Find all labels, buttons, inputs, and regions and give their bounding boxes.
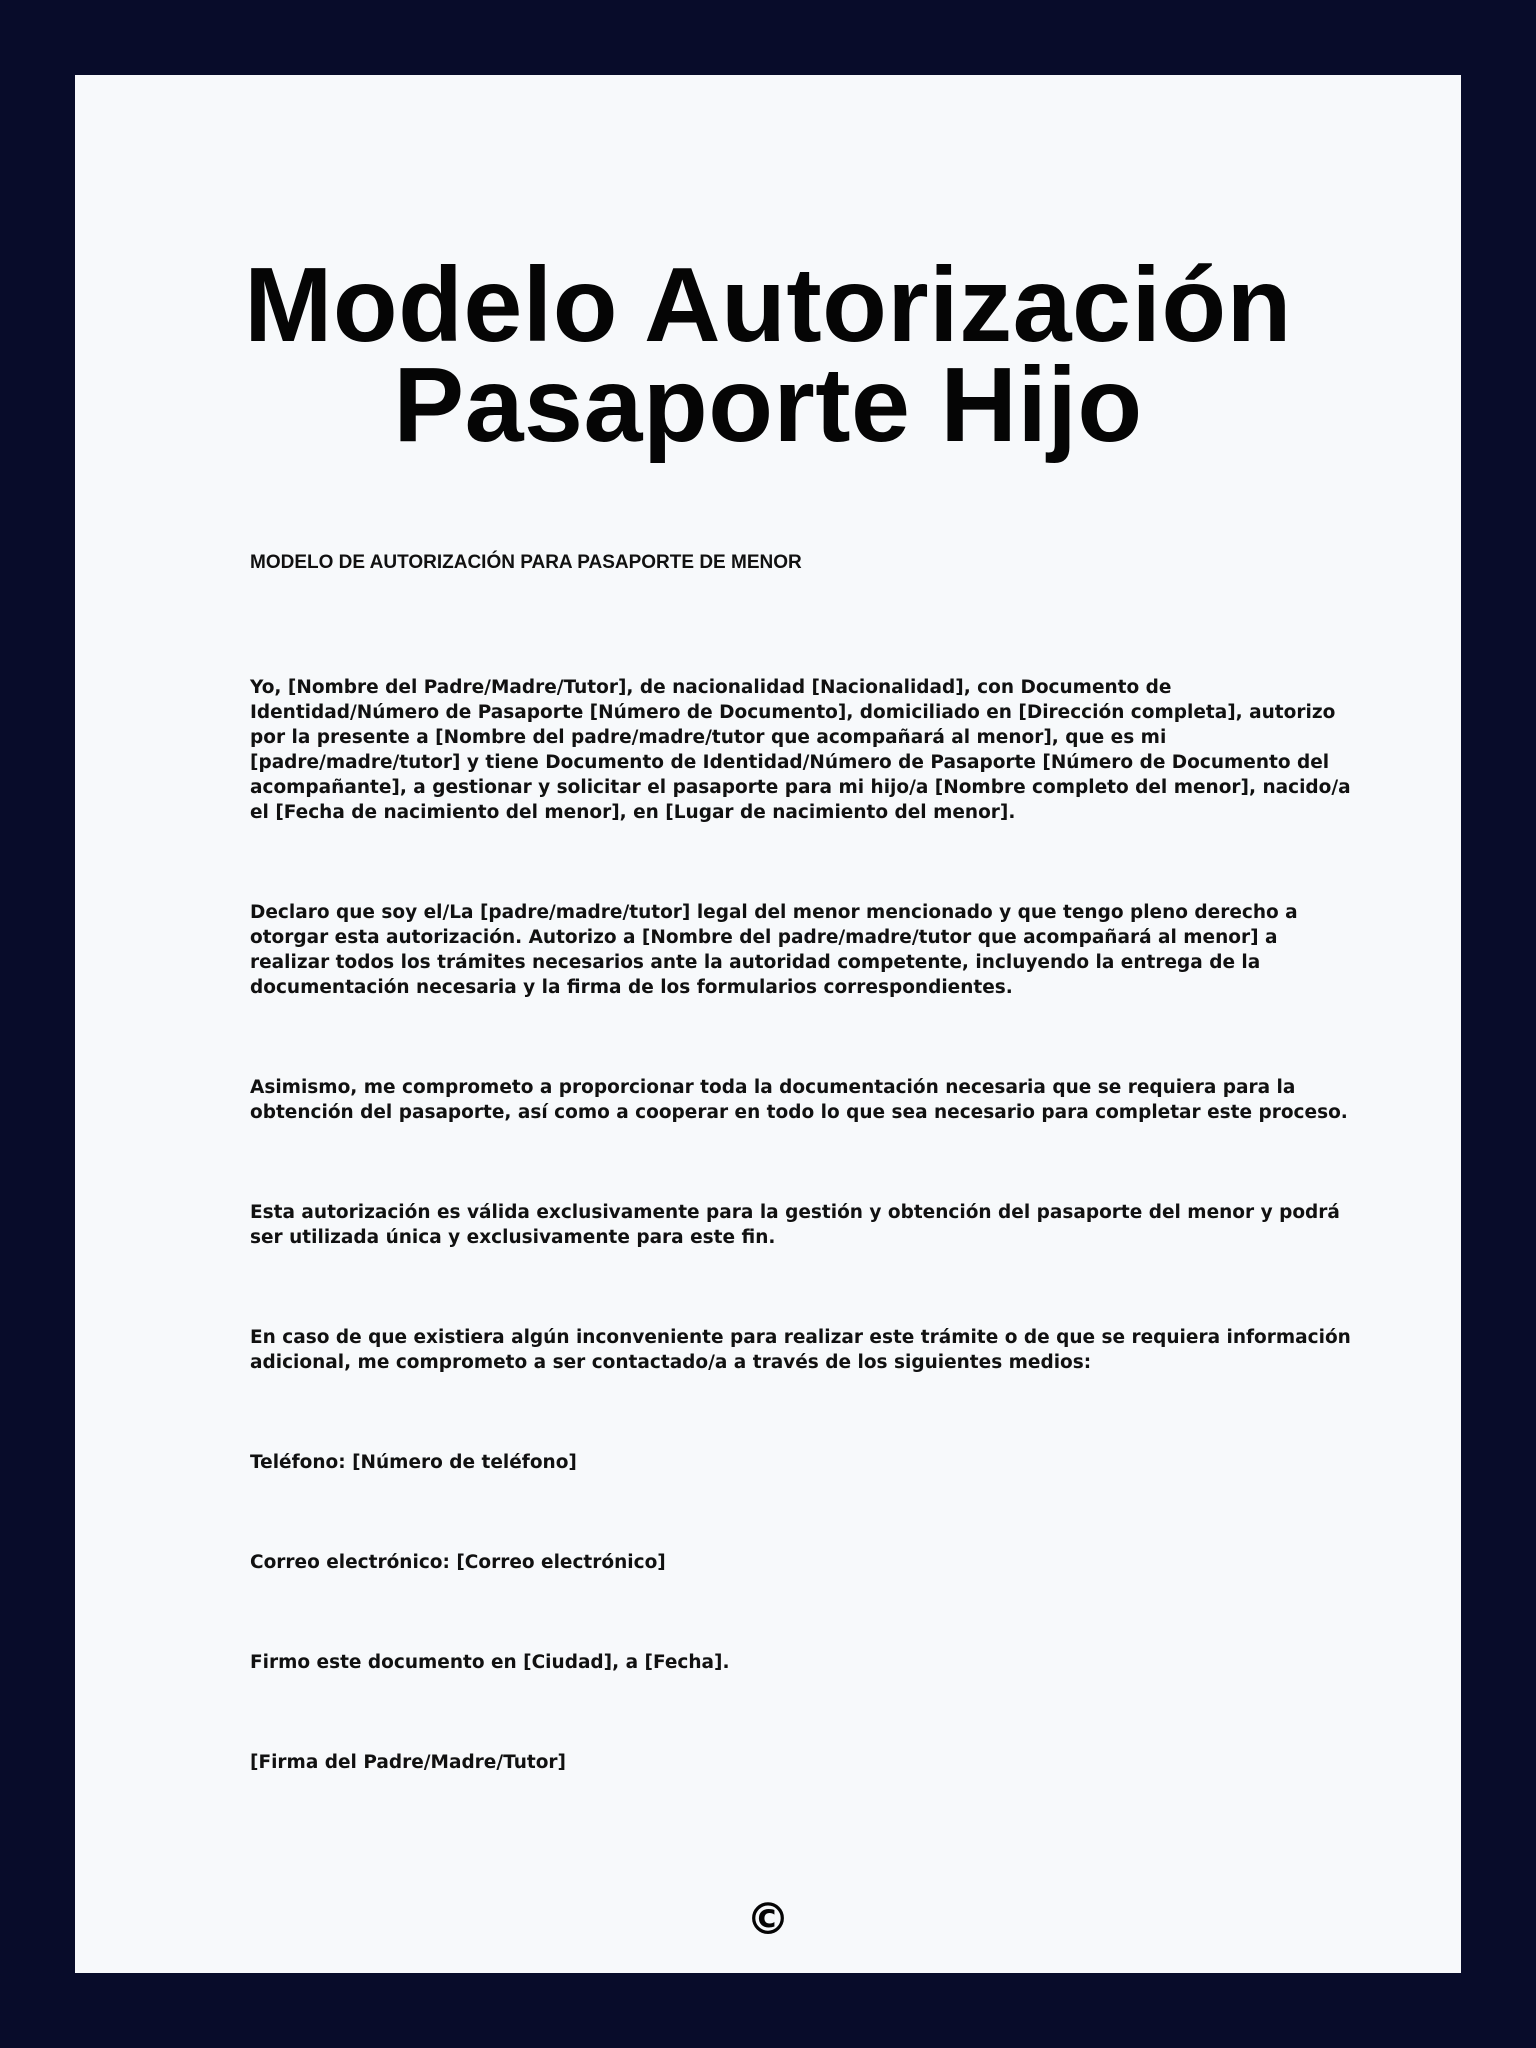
copyright-icon: ©	[746, 1894, 790, 1945]
paragraph-authorization: Yo, [Nombre del Padre/Madre/Tutor], de nacionalidad [Nacionalidad], con Documento de Identidad/Número de Pasaporte [Número de Documento], domiciliado en [Dirección completa], autorizo por la presente a [Nombre del padre/madre/tutor que acompañará al menor], que es mi [padre/madre/tutor] y tiene Documento de Identidad/Número de Pasaporte [Número de Documento del acompañante], a gestionar y solicitar el pasaporte para mi hijo/a [Nombre completo del menor], nacido/a el [Fecha de nacimiento del menor], en [Lugar de nacimiento del menor].	[250, 677, 1351, 823]
contact-phone: Teléfono: [Número de teléfono]	[250, 1452, 577, 1473]
paragraph-commitment: Asimismo, me comprometo a proporcionar toda la documentación necesaria que se requiera para la obtención del pasaporte, así como a cooperar en todo lo que sea necesario para completar este proceso.	[250, 1077, 1348, 1123]
paragraph-contact: En caso de que existiera algún inconveniente para realizar este trámite o de que se requiera información adicional, me comprometo a ser contactado/a a través de los siguientes medios:	[250, 1327, 1351, 1373]
document-subtitle: MODELO DE AUTORIZACIÓN PARA PASAPORTE DE MENOR	[250, 552, 802, 573]
document-title	[75, 246, 1461, 464]
contact-email: Correo electrónico: [Correo electrónico]	[250, 1552, 666, 1573]
document-page	[75, 75, 1461, 1973]
document-title-line-2: Pasaporte Hijo	[393, 346, 1143, 464]
paragraph-validity: Esta autorización es válida exclusivamente para la gestión y obtención del pasaporte del menor y podrá ser utilizada única y exclusivamente para este fin.	[250, 1202, 1340, 1248]
signing-place-date: Firmo este documento en [Ciudad], a [Fecha].	[250, 1652, 730, 1673]
paragraph-declaration: Declaro que soy el/La [padre/madre/tutor] legal del menor mencionado y que tengo pleno derecho a otorgar esta autorización. Autorizo a [Nombre del padre/madre/tutor que acompañará al menor] a realizar todos los trámites necesarios ante la autoridad competente, incluyendo la entrega de la documentación necesaria y la firma de los formularios correspondientes.	[250, 902, 1298, 998]
signature-line: [Firma del Padre/Madre/Tutor]	[250, 1752, 566, 1773]
document-title-line-1: Modelo Autorización	[244, 246, 1292, 364]
